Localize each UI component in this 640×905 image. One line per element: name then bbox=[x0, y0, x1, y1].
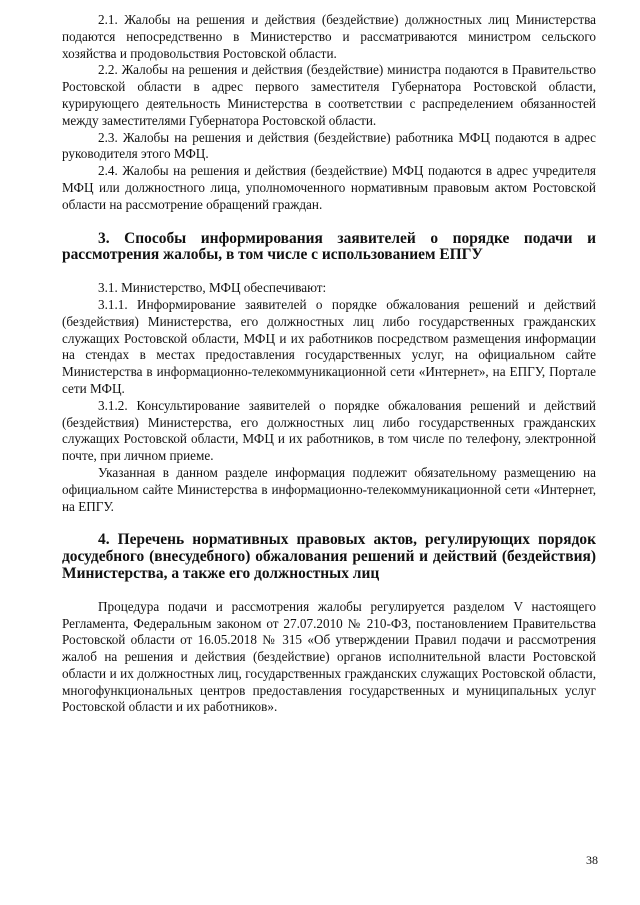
paragraph-2-2: 2.2. Жалобы на решения и действия (бездействие) министра подаются в Правительство Ростовской области в адрес первого заместителя Губернатора Ростовской области, курирующего деятельность Министерства в соответствии с распределением обязанностей между заместителями Губернатора Ростовской области. bbox=[62, 62, 596, 128]
page-number: 38 bbox=[586, 853, 598, 867]
section-4-heading: 4. Перечень нормативных правовых актов, регулирующих порядок досудебного (внесудебного) обжалования решений и действий (бездействия) Министерства, а также его должностных лиц bbox=[62, 531, 596, 582]
paragraph-2-4: 2.4. Жалобы на решения и действия (бездействие) МФЦ подаются в адрес учредителя МФЦ или должностного лица, уполномоченного нормативным правовым актом Ростовской области на рассмотрение обращений граждан. bbox=[62, 163, 596, 212]
paragraph-3-note: Указанная в данном разделе информация подлежит обязательному размещению на официальном сайте Министерства в информационно-телекоммуникационной сети «Интернет, на ЕПГУ. bbox=[62, 464, 596, 514]
spacer bbox=[62, 214, 596, 231]
spacer bbox=[62, 264, 596, 280]
paragraph-2-1: 2.1. Жалобы на решения и действия (бездействие) должностных лиц Министерства подаются непосредственно в Министерство и рассматриваются министром сельского хозяйства и продовольствия Ростовской области. bbox=[62, 12, 596, 61]
document-page bbox=[62, 12, 596, 716]
spacer bbox=[62, 583, 596, 599]
paragraph-4-1: Процедура подачи и рассмотрения жалобы регулируется разделом V настоящего Регламента, Федеральным законом от 27.07.2010 № 210-ФЗ, постановлением Правительства Ростовской области от 16.05.2018 № 315 «Об утверждении Правил подачи и рассмотрения жалоб на решения и действия (бездействие) органов исполнительной власти Ростовской области и их должностных лиц, государственных гражданских служащих Ростовской области, многофункциональных центров предоставления государственных и муниципальных услуг Ростовской области и их работников». bbox=[62, 598, 596, 715]
paragraph-3-1: 3.1. Министерство, МФЦ обеспечивают: bbox=[98, 280, 327, 296]
paragraph-3-1-2: 3.1.2. Консультирование заявителей о порядке обжалования решений и действий (бездействия) Министерства, его должностных лиц либо государственных гражданских служащих Ростовской области, МФЦ и их работников, в том числе по телефону, электронной почте, при личном приеме. bbox=[62, 397, 596, 464]
paragraph-2-3: 2.3. Жалобы на решения и действия (бездействие) работника МФЦ подаются в адрес руководителя этого МФЦ. bbox=[62, 129, 596, 162]
paragraph-3-1-1: 3.1.1. Информирование заявителей о порядке обжалования решений и действий (бездействия) Министерства, его должностных лиц либо государственных гражданских служащих Ростовской области, МФЦ и их работников посредством размещения информации на стендах в местах предоставления государственных услуг, на официальном сайте Министерства в информационно-телекоммуникационной сети «Интернет», на ЕПГУ, Портале сети МФЦ. bbox=[62, 296, 596, 396]
section-3-heading: 3. Способы информирования заявителей о порядке подачи и рассмотрения жалобы, в том числе с использованием ЕПГУ bbox=[62, 229, 596, 264]
spacer bbox=[62, 515, 596, 532]
